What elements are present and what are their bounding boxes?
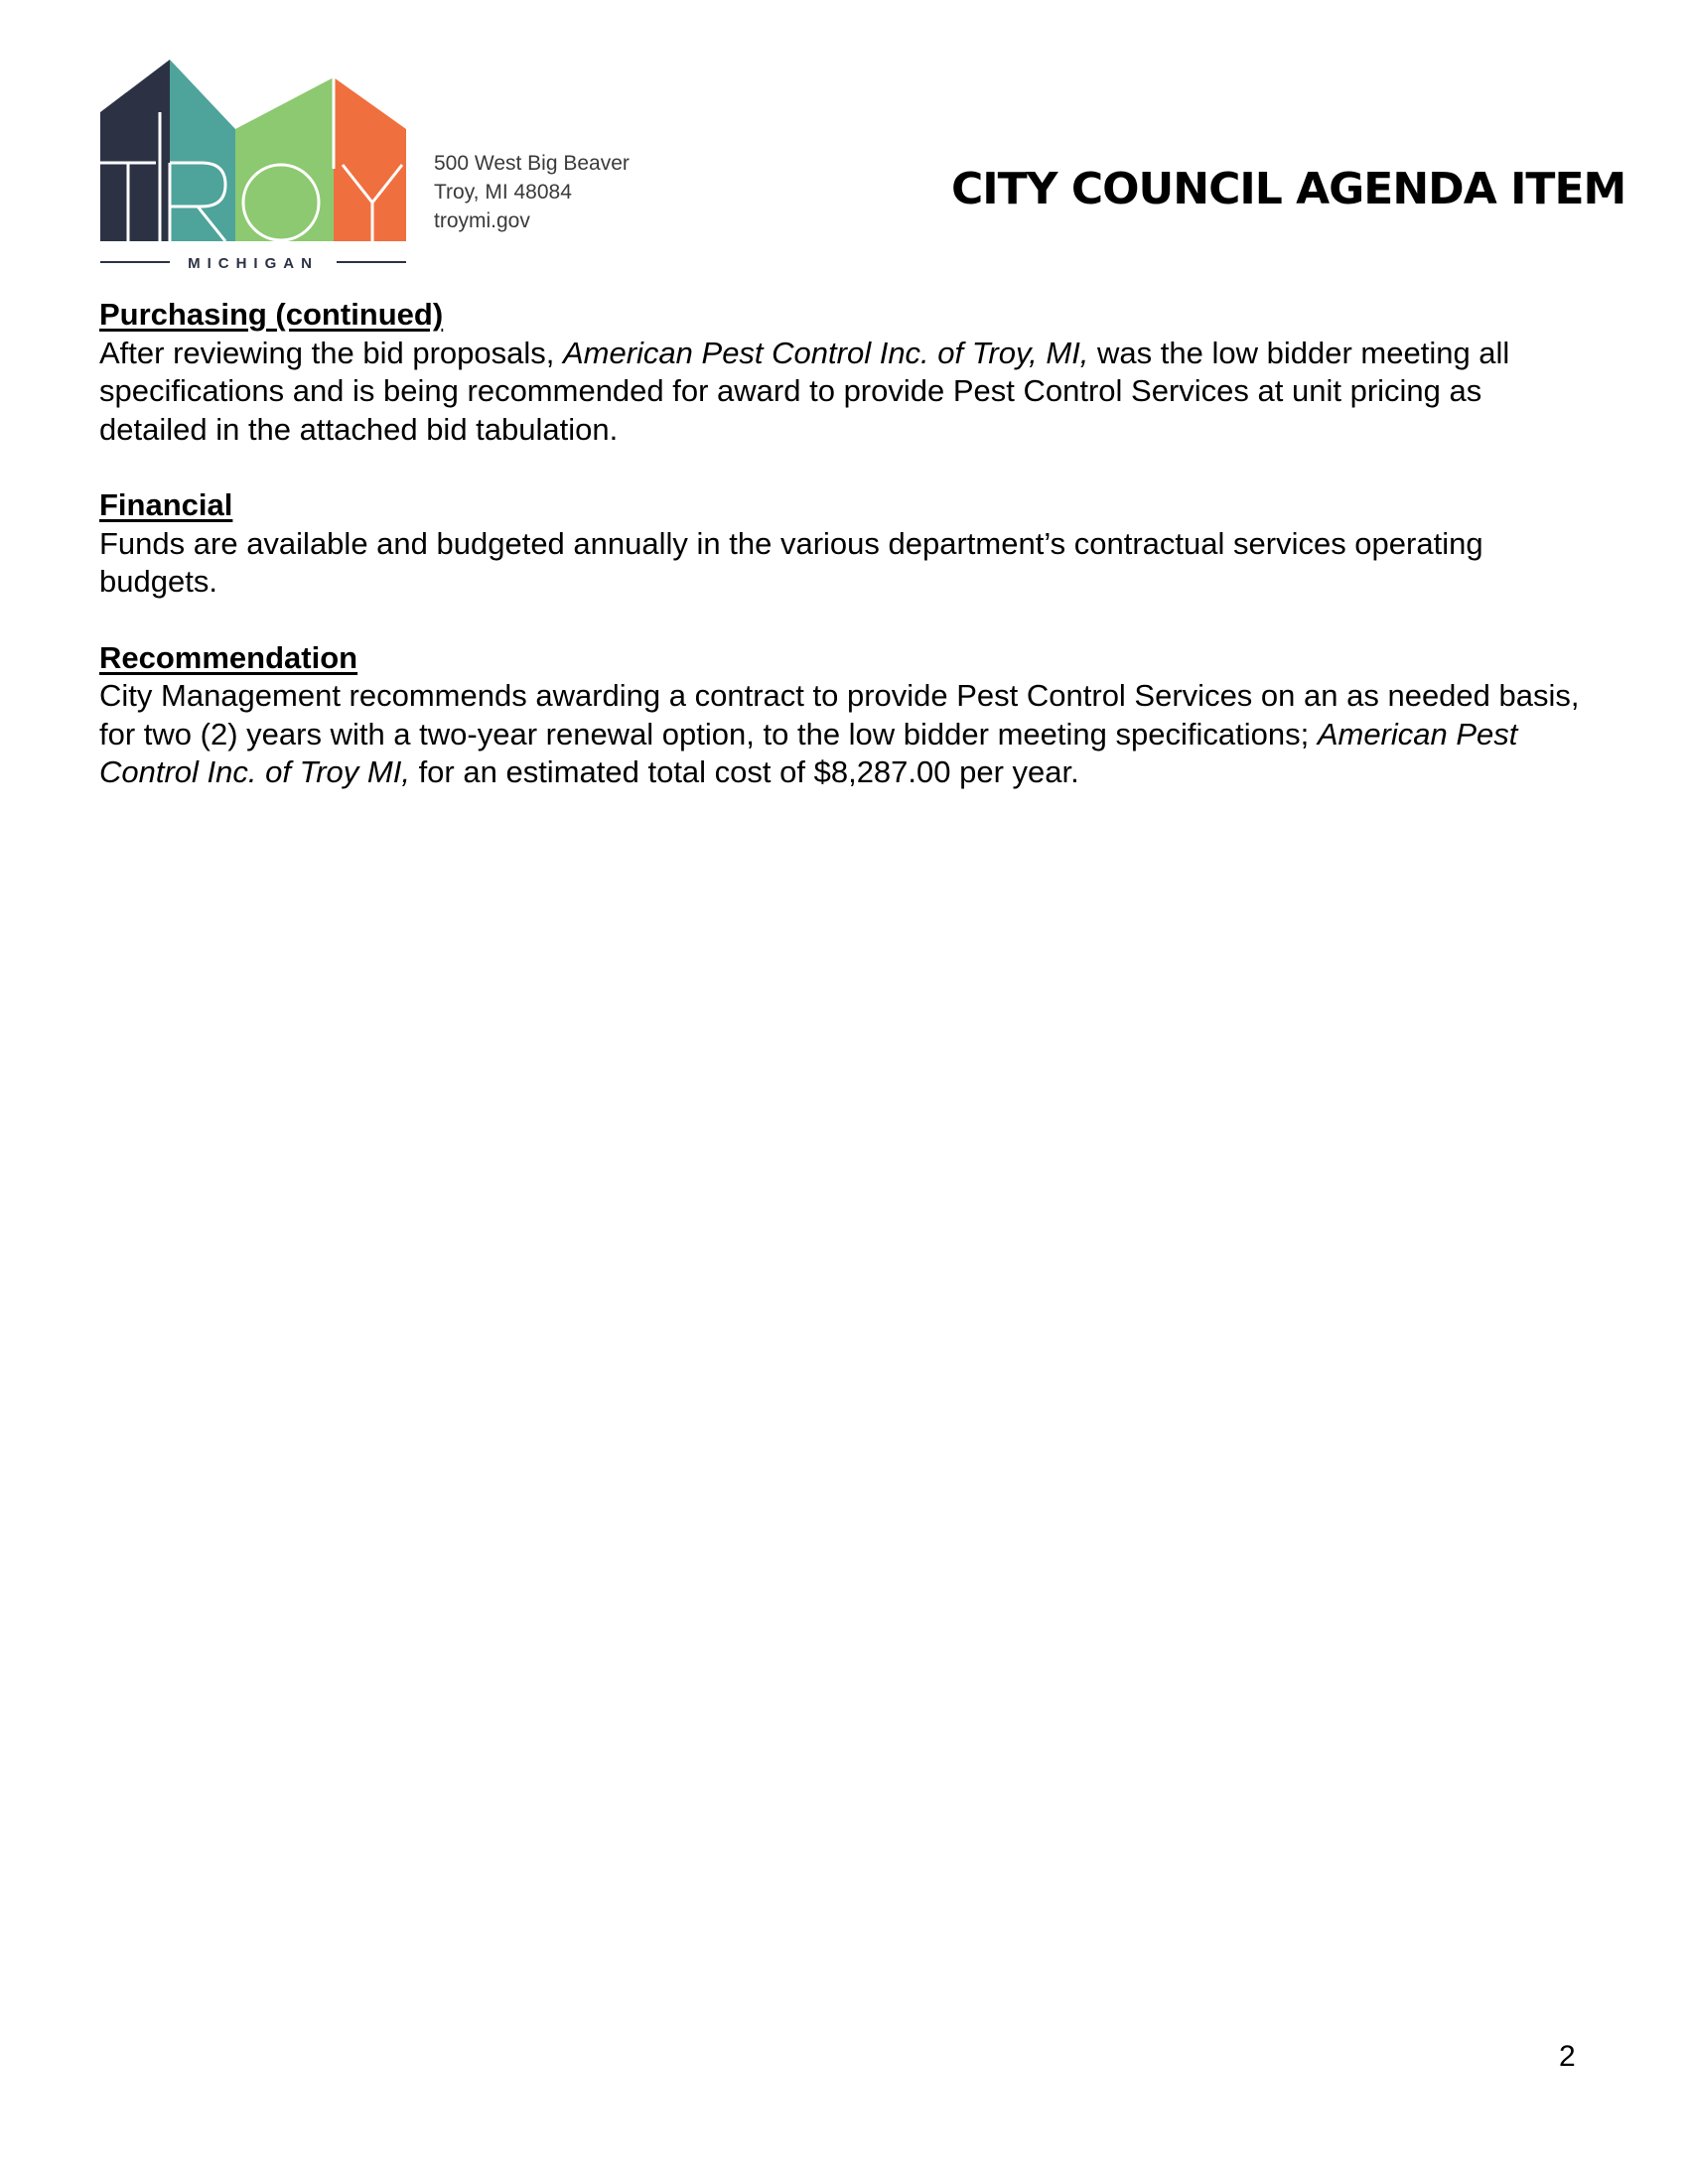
section-body bbox=[99, 677, 1589, 792]
address-line-city: Troy, MI 48084 bbox=[434, 181, 572, 204]
section-heading: Recommendation bbox=[99, 639, 358, 675]
troy-michigan-logo bbox=[98, 58, 408, 268]
logo-orange-house bbox=[334, 77, 406, 241]
body-text: Funds are available and budgeted annually in the various department’s contractual services operating budgets. bbox=[99, 525, 1483, 599]
page-number: 2 bbox=[1559, 2040, 1576, 2073]
agenda-content bbox=[99, 296, 1589, 830]
logo-green-house bbox=[235, 77, 334, 241]
section-heading: Financial bbox=[99, 487, 233, 522]
address-block bbox=[434, 149, 630, 235]
section-heading: Purchasing (continued) bbox=[99, 297, 444, 332]
address-line-street: 500 West Big Beaver bbox=[434, 152, 630, 175]
section-purchasing bbox=[99, 296, 1589, 449]
body-text: City Management recommends awarding a contract to provide Pest Control Services on an as needed basis, for two (2) years with a two-year renewal option, to the low bidder meeting specifications; bbox=[99, 678, 1580, 751]
section-financial bbox=[99, 486, 1589, 602]
section-recommendation bbox=[99, 639, 1589, 792]
vendor-name: American Pest Control Inc. of Troy MI, bbox=[99, 716, 1518, 789]
body-text: After reviewing the bid proposals, bbox=[99, 335, 563, 370]
body-text: for an estimated total cost of $8,287.00 per year. bbox=[409, 754, 1079, 789]
section-body bbox=[99, 335, 1589, 450]
address-line-website: troymi.gov bbox=[434, 209, 530, 232]
vendor-name: American Pest Control Inc. of Troy, MI, bbox=[562, 335, 1089, 370]
document-title: CITY COUNCIL AGENDA ITEM bbox=[951, 164, 1626, 214]
body-text: was the low bidder meeting all specifications and is being recommended for award to provide Pest Control Services at unit pricing as detailed in the attached bid tabulation. bbox=[99, 335, 1510, 447]
section-body bbox=[99, 525, 1589, 602]
logo-michigan-text: MICHIGAN bbox=[188, 255, 319, 268]
